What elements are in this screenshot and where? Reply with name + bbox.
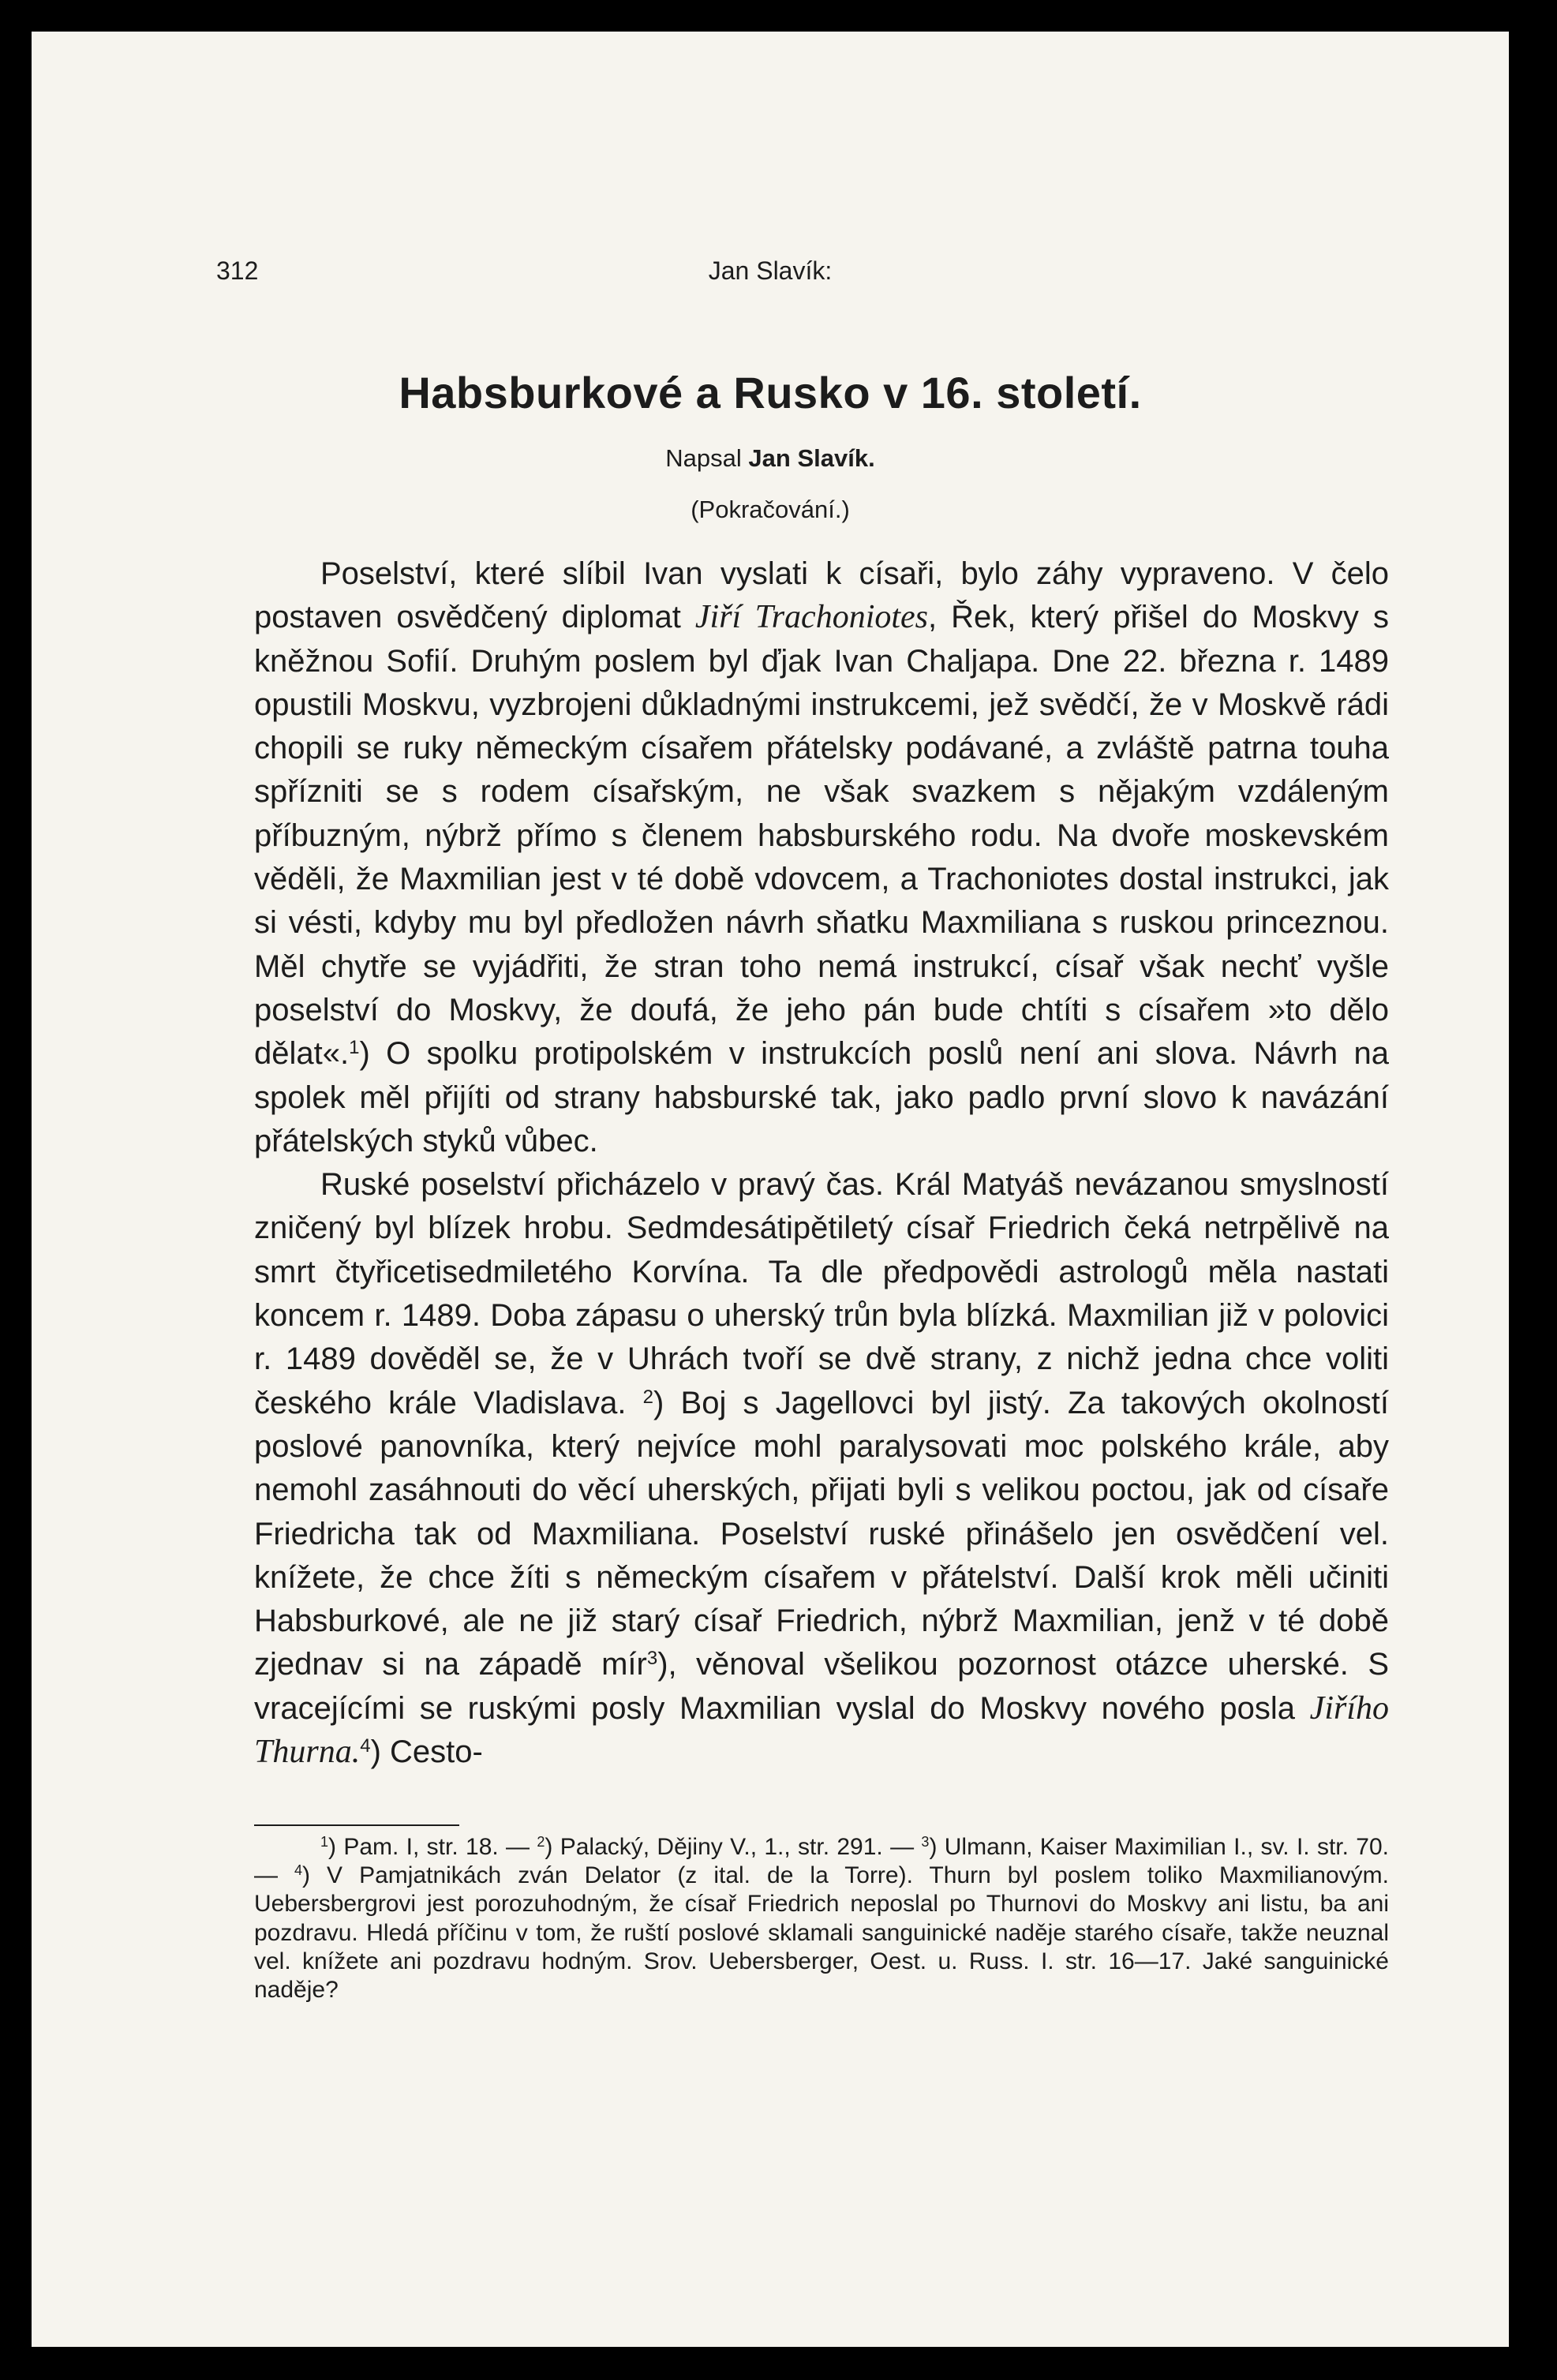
footnote-4: ) V Pamjatnikách zván Delator (z ital. de la Torre). Thurn byl poslem toliko Maxmilianovým. Uebersbergrovi jest porozuhodným, že císař Friedrich neposlal po Thurnovi do Moskvy ani listu, ba ani pozdravu. Hledá příčinu v tom, že ruští poslové sklamali sanguinické naděje starého císaře, takže neuznal vel. knížete ani pozdravu hodným. Srov. Uebersberger, Oest. u. Russ. I. str. 16—17. Jaké sanguinické naděje? [254, 1862, 1389, 2004]
footnote-3: ) Ulmann, Kaiser Maximilian I., sv. I. str. 70. — [254, 1834, 1389, 1889]
p2-text-c: ), věnoval všelikou pozornost otázce uherské. S vracejícími se ruskými posly Maxmilian vyslal do Moskvy nového posla [254, 1647, 1390, 1726]
article-title: Habsburkové a Rusko v 16. století. [399, 368, 1142, 417]
body-text [254, 552, 1389, 1774]
running-title: Jan Slavík: [708, 256, 833, 285]
footnote-ref-3: 3 [646, 1648, 658, 1670]
running-head [216, 256, 1324, 291]
p2-text-d: ) Cesto- [370, 1734, 483, 1770]
page-number: 312 [216, 256, 259, 285]
paragraph-1 [254, 552, 1389, 1163]
byline [216, 444, 1324, 473]
person-name-thurn: Jiřího Thurna. [254, 1690, 1389, 1771]
p1-text-b: , Řek, který přišel do Moskvy s kněžnou Sofií. Druhým poslem byl ďjak Ivan Chaljapa. Dne 22. března r. 1489 opustili Moskvu, vyzbrojeni důkladnými instrukcemi, jež svědčí, že v Moskvě rádi chopili se ruky německým císařem přátelsky podávané, a zvláště patrna touha spřízniti se s rodem císařským, ne však svazkem s nějakým vzdáleným příbuzným, nýbrž přímo s členem habsburského rodu. Na dvoře moskevském věděli, že Maxmilian jest v té době vdovcem, a Trachoniotes dostal instrukci, jak si vésti, kdyby mu byl předložen návrh sňatku Maxmiliana s ruskou princeznou. Měl chytře se vyjádřiti, že stran toho nemá instrukcí, císař však nechť vyšle poselství do Moskvy, že doufá, že jeho pán bude chtíti s císařem »to dělo dělat«. [254, 600, 1389, 1072]
footnote-divider [254, 1824, 459, 1826]
footnote-ref-1: 1 [349, 1037, 360, 1059]
footnote-ref-4: 4 [360, 1734, 371, 1757]
p1-text-c: ) O spolku protipolském v instrukcích poslů není ani slova. Návrh na spolek měl přijíti od strany habsburské tak, jako padlo první slovo k navázání přátelských styků vůbec. [254, 1036, 1389, 1158]
page [32, 32, 1509, 2347]
p1-text-a: Poselství, které slíbil Ivan vyslati k císaři, bylo záhy vypraveno. V čelo postaven osvědčený diplomat [254, 556, 1389, 635]
footnote-2: ) Palacký, Dějiny V., 1., str. 291. — [545, 1834, 922, 1860]
footnote-mark-1: 1 [320, 1834, 329, 1850]
person-name-trachoniotes: Jiří Trachoniotes [694, 599, 929, 636]
continuation-note: (Pokračování.) [691, 496, 850, 523]
p2-text-a: Ruské poselství přicházelo v pravý čas. Král Matyáš nevázanou smyslností zničený byl blízek hrobu. Sedmdesátipětiletý císař Friedrich čeká netrpělivě na smrt čtyřicetisedmiletého Korvína. Ta dle předpovědi astrologů měla nastati koncem r. 1489. Doba zápasu o uherský trůn byla blízká. Maxmilian již v polovici r. 1489 dověděl se, že v Uhrách tvoří se dvě strany, z nichž jedna chce voliti českého krále Vladislava. [254, 1167, 1389, 1420]
author-name: Jan Slavík. [748, 444, 875, 472]
footnote-mark-2: 2 [537, 1834, 545, 1850]
footnote-1: ) Pam. I, str. 18. — [328, 1834, 537, 1860]
p2-text-b: ) Boj s Jagellovci byl jistý. Za takových okolností poslové panovníka, který nejvíce mohl paralysovati moc polského krále, aby nemohl zasáhnouti do věcí uherských, přijati byli s velikou poctou, jak od císaře Friedricha tak od Maxmiliana. Poselství ruské přinášelo jen osvědčení vel. knížete, že chce žíti s německým císařem v přátelství. Další krok měli učiniti Habsburkové, ale ne již starý císař Friedrich, nýbrž Maxmilian, jenž v té době zjednav si na západě mír [254, 1385, 1389, 1682]
byline-prefix: Napsal [665, 444, 742, 472]
footnotes [254, 1833, 1389, 2004]
footnote-block [254, 1833, 1389, 2004]
footnote-mark-3: 3 [921, 1834, 930, 1850]
footnote-ref-2: 2 [642, 1386, 654, 1408]
paragraph-2 [254, 1163, 1389, 1774]
footnote-mark-4: 4 [294, 1862, 303, 1879]
